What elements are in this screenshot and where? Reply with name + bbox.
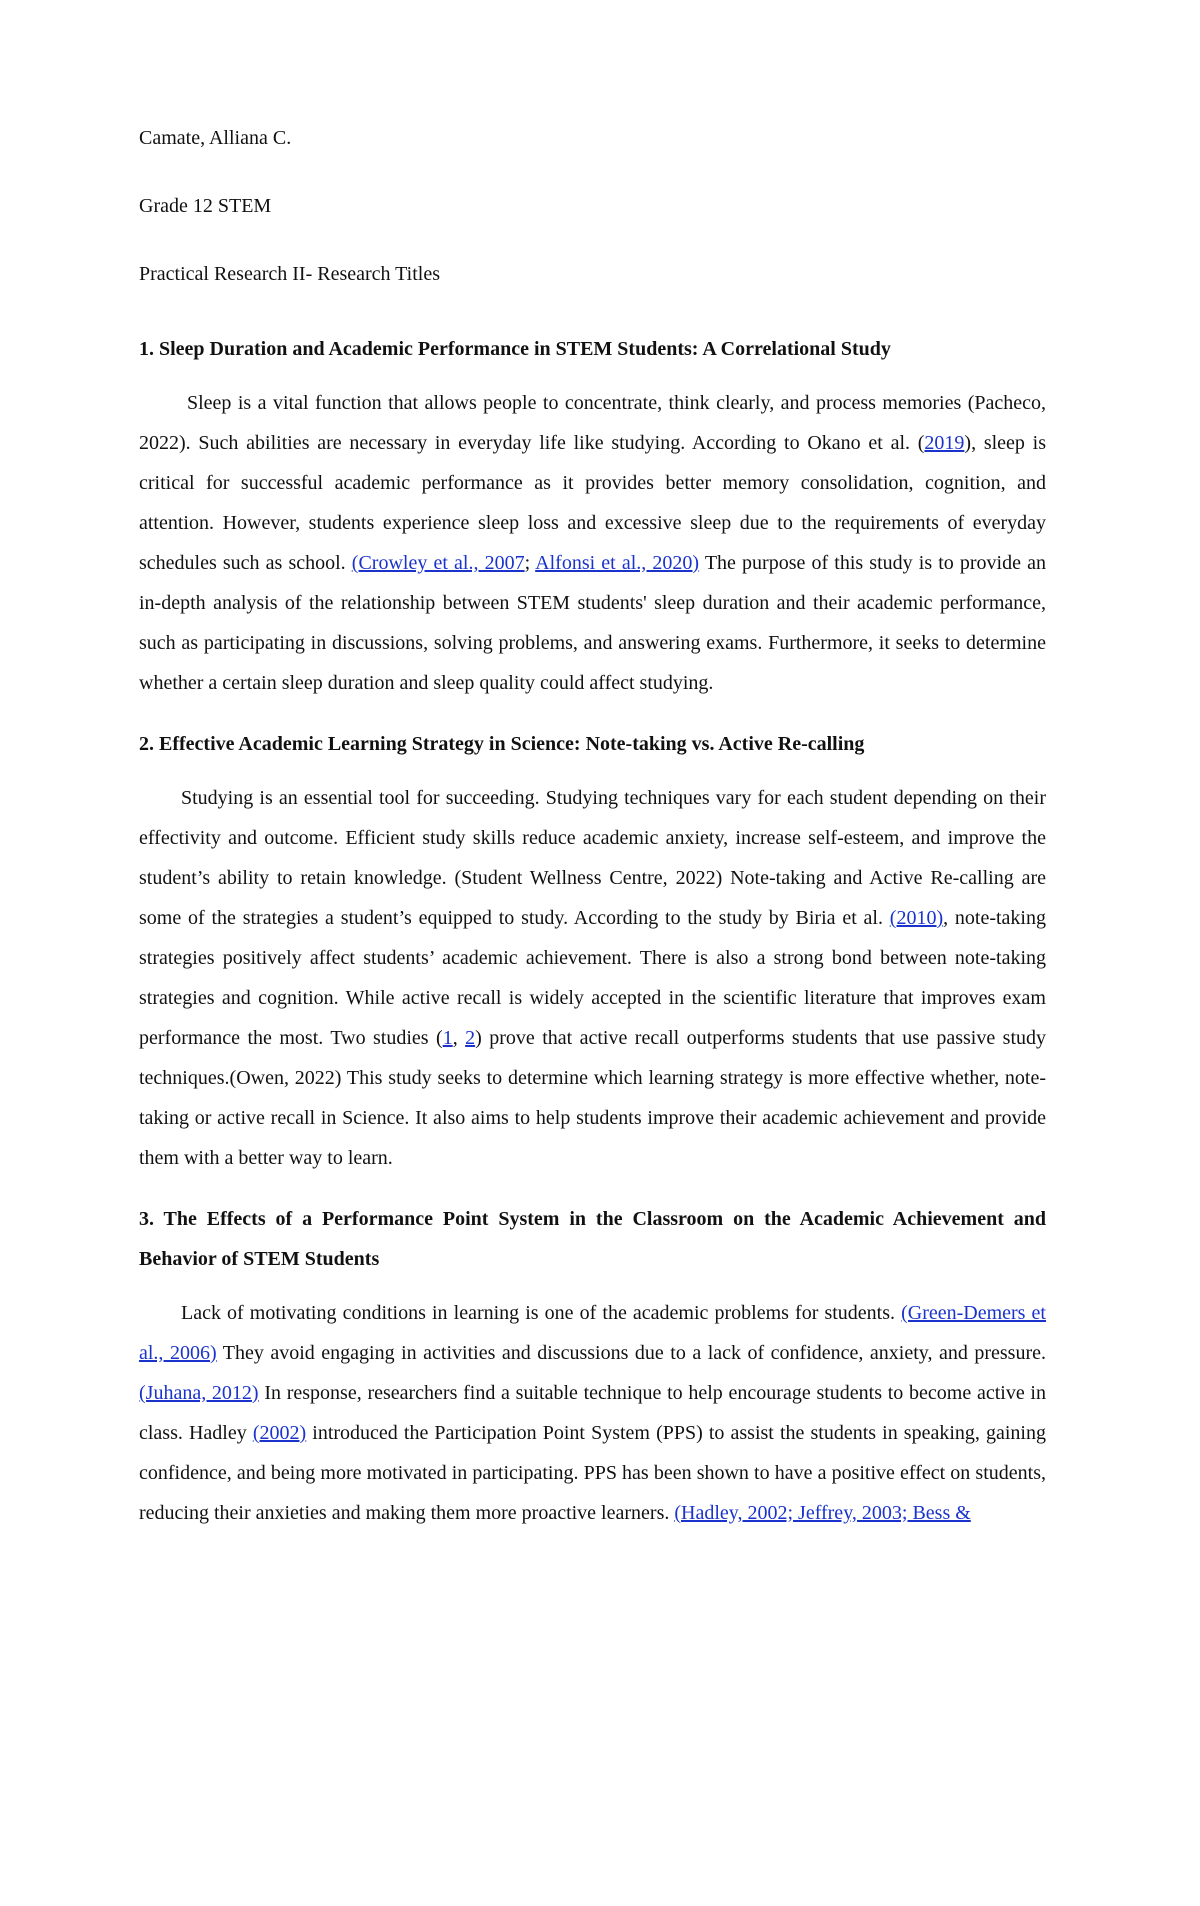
- text-run: Sleep is a vital function that allows people to concentrate, think clearly, and process memories (Pacheco, 2022). Such abilities are necessary in everyday life like studying. According to Okano et al. (: [139, 392, 1046, 454]
- text-run: Studying is an essential tool for succeeding. Studying techniques vary for each student depending on their effectivity and outcome. Efficient study skills reduce academic anxiety, increase self-esteem, and improve the student’s ability to retain knowledge. (Student Wellness Centre, 2022) Note-taking and Active Re-calling are some of the strategies a student’s equipped to study. According to the study by Biria et al.: [139, 787, 1046, 929]
- text-run: ) prove that active recall outperforms students that use passive study techniques.(Owen, 2022) This study seeks to determine which learning strategy is more effective whether, note-taking or active recall in Science. It also aims to help students improve their academic achievement and provide them with a better way to learn.: [139, 1027, 1047, 1169]
- text-run: In response, researchers find a suitable technique to help encourage students to become active in class. Hadley: [139, 1382, 1046, 1444]
- citation-link[interactable]: Alfonsi et al., 2020): [535, 552, 700, 574]
- text-run: The purpose of this study is to provide an in-depth analysis of the relationship between STEM students' sleep duration and their academic performance, such as participating in discussions, solving problems, and answering exams. Furthermore, it seeks to determine whether a certain sleep duration and sleep quality could affect studying.: [139, 552, 1046, 694]
- citation-link[interactable]: (2002): [252, 1422, 307, 1444]
- citation-link[interactable]: 1: [442, 1027, 453, 1049]
- section-1-title: 1. Sleep Duration and Academic Performance in STEM Students: A Correlational Study: [139, 338, 891, 360]
- citation-link[interactable]: (Juhana, 2012): [139, 1382, 259, 1404]
- grade-level: Grade 12 STEM: [139, 195, 272, 217]
- text-run: ), sleep is critical for successful academic performance as it provides better memory consolidation, cognition, and attention. However, students experience sleep loss and excessive sleep due to the requirements of everyday schedules such as school.: [139, 432, 1047, 574]
- text-run: ;: [524, 552, 536, 574]
- course-title: Practical Research II- Research Titles: [139, 263, 441, 285]
- section-3-paragraph: [139, 1293, 1046, 1533]
- citation-link[interactable]: (Green-Demers et al., 2006): [139, 1302, 1046, 1364]
- text-run: Lack of motivating conditions in learning is one of the academic problems for students.: [181, 1302, 902, 1324]
- section-3-title: 3. The Effects of a Performance Point System in the Classroom on the Academic Achievement and Behavior of STEM Students: [139, 1208, 1046, 1270]
- author-name: Camate, Alliana C.: [139, 127, 292, 149]
- citation-link[interactable]: 2: [465, 1027, 476, 1049]
- citation-link[interactable]: 2019: [924, 432, 965, 454]
- section-2-title: 2. Effective Academic Learning Strategy in Science: Note-taking vs. Active Re-calling: [139, 733, 865, 755]
- citation-link[interactable]: (Crowley et al., 2007: [351, 552, 525, 574]
- citation-link[interactable]: (2010): [889, 907, 944, 929]
- text-run: , note-taking strategies positively affect students’ academic achievement. There is also a strong bond between note-taking strategies and cognition. While active recall is widely accepted in the scientific literature that improves exam performance the most. Two studies (: [139, 907, 1046, 1049]
- text-run: introduced the Participation Point System (PPS) to assist the students in speaking, gaining confidence, and being more motivated in participating. PPS has been shown to have a positive effect on students, reducing their anxieties and making them more proactive learners.: [139, 1422, 1046, 1524]
- section-2-paragraph: [139, 778, 1046, 1178]
- text-run: They avoid engaging in activities and discussions due to a lack of confidence, anxiety, and pressure.: [216, 1342, 1047, 1364]
- section-1-paragraph: [139, 383, 1046, 703]
- citation-link[interactable]: (Hadley, 2002; Jeffrey, 2003; Bess &: [674, 1502, 971, 1524]
- text-run: ,: [452, 1027, 466, 1049]
